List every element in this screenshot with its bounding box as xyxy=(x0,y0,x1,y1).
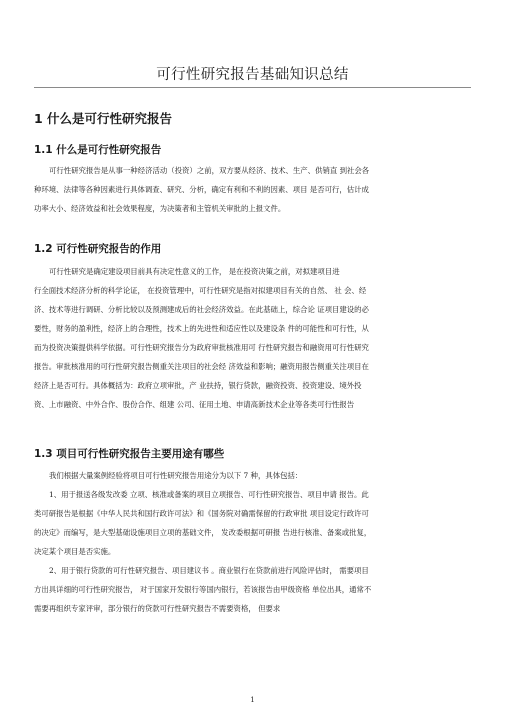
text-line: 要性，财务的盈利性，经济上的合理性，技术上的先进性和适应性以及建设条 件的可能性和可行性，从 xyxy=(34,324,369,333)
paragraph-1-3 xyxy=(34,466,471,618)
text-line: 需要再组织专家评审，部分银行的贷款可行性研究报告不需要资格， 但要求 xyxy=(34,604,281,613)
text-line: 2、用于银行贷款的可行性研究报告、项目建议书 。商业银行在贷款前进行风险评估时， 需要项目 xyxy=(49,566,369,575)
text-line: 1、用于报送各级发改委 立项、核准或备案的项目立项报告、可行性研究报告、项目申请 报告。此 xyxy=(49,490,369,499)
document-title: 可行性研究报告基础知识总结 xyxy=(156,67,349,83)
section-heading-1: 1 什么是可行性研究报告 xyxy=(34,111,173,126)
text-line: 行全面技术经济分析的科学论证， 在投资管理中，可行性研究是指对拟建项目有关的自然、 社 会、经 xyxy=(34,286,367,295)
subsection-heading-1-3: 1.3 项目可行性研究报告主要用途有哪些 xyxy=(34,448,225,460)
text-line: 决定某个项目是否实施。 xyxy=(34,547,116,556)
text-line: 而为投资决策提供科学依据。可行性研究报告分为政府审批核准用可 行性研究报告和融资用可行性研究 xyxy=(34,343,369,352)
subsection-heading-1-1: 1.1 什么是可行性研究报告 xyxy=(34,144,162,156)
paragraph-1-2 xyxy=(34,262,471,414)
text-line: 济、技术等进行调研、分析比较以及预测建成后的社会经济效益。在此基础上，综合论 证项目建设的必 xyxy=(34,305,369,314)
text-line: 类可研报告是根据《中华人民共和国行政许可法》和《国务院对确需保留的行政审批 项目设定行政许可 xyxy=(34,509,369,518)
text-line: 可行性研究是确定建设项目前具有决定性意义的工作， 是在投资决策之前，对拟建项目进 xyxy=(49,267,340,276)
paragraph-1-1 xyxy=(34,161,471,218)
text-line: 可行性研究报告是从事一种经济活动（投资）之前，双方要从经济、技术、生产、供销直 到社会各 xyxy=(49,166,370,175)
text-line: 经济上是否可行。具体概括为：政府立项审批，产 业扶持，银行贷款，融资投资、投资建设、境外投 xyxy=(34,381,362,390)
text-line: 的决定》而编写，是大型基础设施项目立项的基础文件， 发改委根据可研报 告进行核准、备案或批复， xyxy=(34,528,372,537)
subsection-heading-1-2: 1.2 可行性研究报告的作用 xyxy=(34,243,162,255)
page-number: 1 xyxy=(250,696,255,704)
text-line: 报告。审批核准用的可行性研究报告侧重关注项目的社会经 济效益和影响；融资用报告侧重关注项目在 xyxy=(34,362,369,371)
title-divider xyxy=(34,87,471,88)
text-line: 方出具详细的可行性研究报告， 对于国家开发银行等国内银行，若该报告由甲级资格 单位出具，通常不 xyxy=(34,585,372,594)
text-line: 我们根据大量案例经验将项目可行性研究报告用途分为以下 7 种，具体包括： xyxy=(49,471,303,480)
text-line: 种环境、法律等各种因素进行具体调查、研究、分析，确定有利和不利的因素、项目 是否可行，估计成 xyxy=(34,185,369,194)
text-line: 资、上市融资、中外合作、股份合作、组建 公司、征用土地、申请高新技术企业等各类可行性报告 xyxy=(34,400,355,409)
text-line: 功率大小、经济效益和社会效果程度，为决策者和主管机关审批的上报文件。 xyxy=(34,204,286,213)
